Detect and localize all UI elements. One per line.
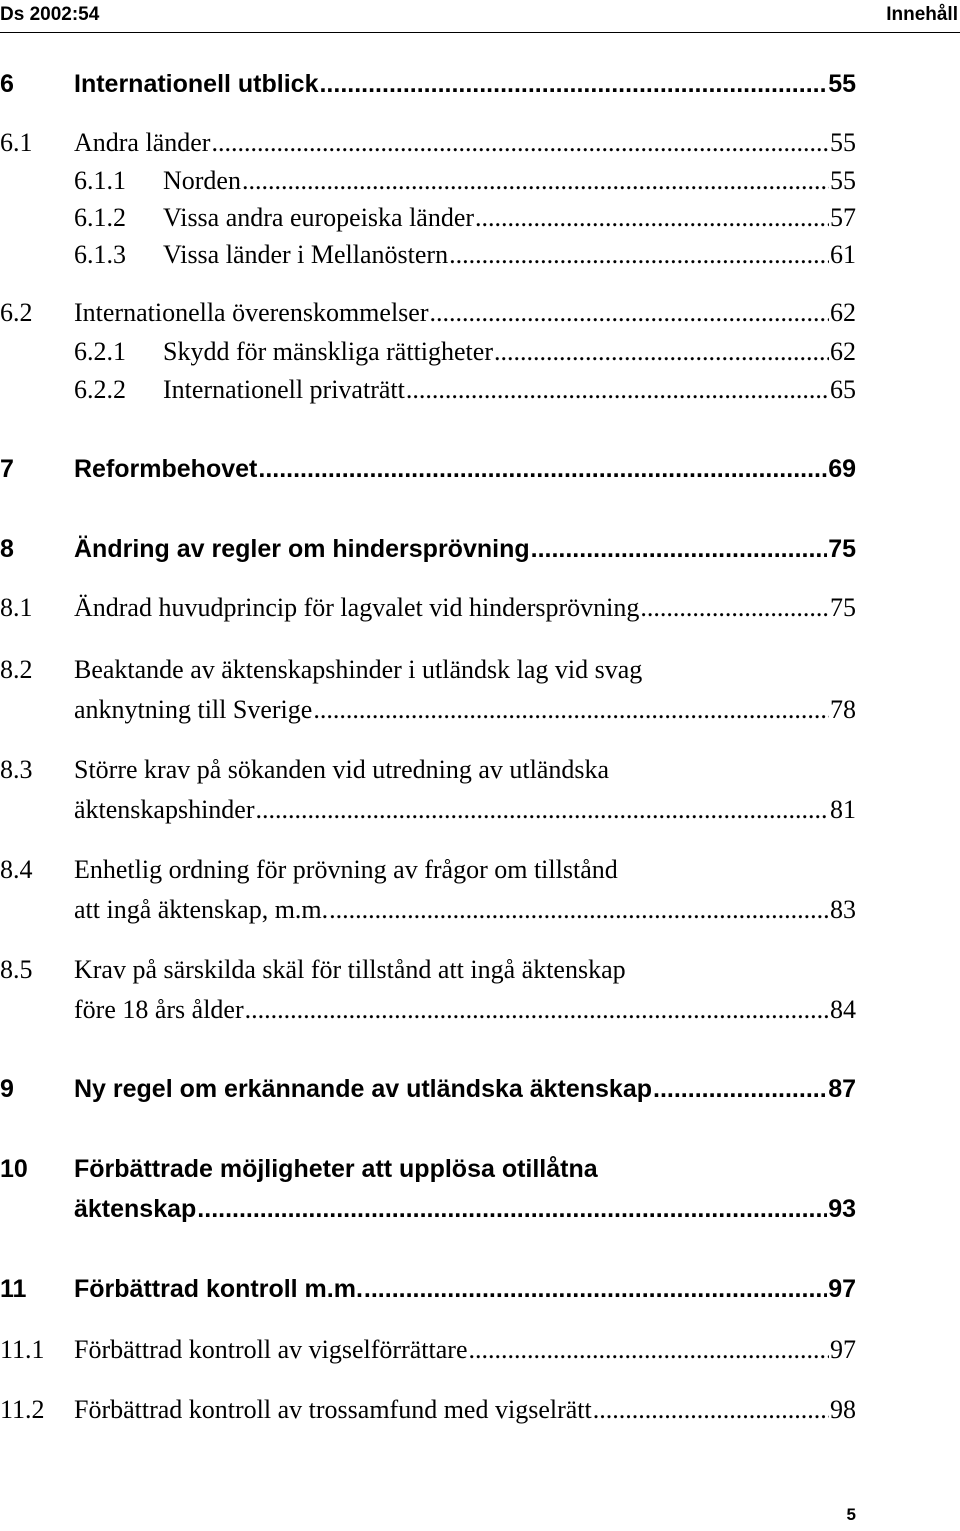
toc-leader [242, 166, 829, 196]
toc-leader [531, 535, 828, 564]
toc-leader [429, 298, 829, 328]
toc-page: 75 [828, 535, 856, 563]
toc-leader [406, 375, 829, 405]
toc-title: Skydd för mänskliga rättigheter [163, 337, 493, 366]
toc-title: Vissa länder i Mellanöstern [163, 240, 449, 269]
toc-number: 6.2 [0, 298, 33, 327]
toc-leader [653, 1075, 827, 1104]
toc-leader [329, 895, 829, 925]
toc-title: Krav på särskilda skäl för tillstånd att ingå äktenskap [74, 955, 626, 984]
toc-title: Internationell utblick [74, 70, 319, 98]
toc-number: 8 [0, 535, 14, 563]
toc-page: 75 [830, 593, 856, 622]
toc-leader [468, 1335, 829, 1365]
toc-page: 78 [830, 695, 856, 724]
toc-number: 6.1.3 [74, 240, 126, 269]
toc-title: Reformbehovet [74, 455, 258, 483]
toc-leader [494, 337, 829, 367]
toc-page: 55 [830, 128, 856, 157]
toc-title-continued: äktenskap [74, 1195, 197, 1223]
toc-page: 55 [828, 70, 856, 98]
toc-number: 11 [0, 1275, 27, 1303]
toc-number: 11.1 [0, 1335, 45, 1364]
toc-page: 55 [830, 166, 856, 195]
toc-number: 9 [0, 1075, 14, 1103]
toc-number: 7 [0, 455, 14, 483]
toc-title-continued: äktenskapshinder [74, 795, 255, 824]
toc-page: 69 [828, 455, 856, 483]
toc-title: Beaktande av äktenskapshinder i utländsk lag vid svag [74, 655, 643, 684]
toc-page: 93 [828, 1195, 856, 1223]
toc-number: 6.1.1 [74, 166, 126, 195]
toc-page: 97 [830, 1335, 856, 1364]
toc-page: 81 [830, 795, 856, 824]
toc-title-continued: före 18 års ålder [74, 995, 244, 1024]
toc-number: 8.5 [0, 955, 33, 984]
toc-title: Ändring av regler om hindersprövning [74, 535, 530, 563]
toc-leader [258, 455, 827, 484]
toc-page: 57 [830, 203, 856, 232]
running-header-right: Innehåll [886, 4, 958, 25]
toc-number: 10 [0, 1155, 28, 1183]
toc-page: 62 [830, 337, 856, 366]
toc-leader [319, 70, 827, 99]
toc-title: Enhetlig ordning för prövning av frågor om tillstånd [74, 855, 618, 884]
running-header-left: Ds 2002:54 [0, 4, 100, 25]
toc-leader [211, 128, 829, 158]
toc-title: Internationell privaträtt [163, 375, 405, 404]
toc-page: 84 [830, 995, 856, 1024]
toc-title-continued: anknytning till Sverige [74, 695, 313, 724]
toc-number: 6.2.2 [74, 375, 126, 404]
toc-leader [256, 795, 829, 825]
toc-number: 6.1 [0, 128, 33, 157]
toc-number: 8.4 [0, 855, 33, 884]
toc-leader [593, 1395, 829, 1425]
toc-title: Vissa andra europeiska länder [163, 203, 475, 232]
toc-page: 87 [828, 1075, 856, 1103]
toc-title: Internationella överenskommelser [74, 298, 429, 327]
toc-title: Ny regel om erkännande av utländska äktenskap [74, 1075, 653, 1103]
toc-leader [449, 240, 829, 270]
toc-page: 97 [828, 1275, 856, 1303]
toc-title: Andra länder [74, 128, 211, 157]
toc-page: 83 [830, 895, 856, 924]
toc-leader [475, 203, 829, 233]
toc-title: Ändrad huvudprincip för lagvalet vid hindersprövning [74, 593, 640, 622]
toc-number: 8.3 [0, 755, 33, 784]
toc-leader [245, 995, 829, 1025]
toc-number: 8.1 [0, 593, 33, 622]
toc-page: 62 [830, 298, 856, 327]
header-rule [0, 32, 960, 33]
toc-title: Större krav på sökanden vid utredning av utländska [74, 755, 610, 784]
toc-leader [313, 695, 829, 725]
toc-number: 6 [0, 70, 14, 98]
toc-title-continued: att ingå äktenskap, m.m. [74, 895, 329, 924]
toc-page: 61 [830, 240, 856, 269]
toc-leader [364, 1275, 827, 1304]
toc-title: Förbättrade möjligheter att upplösa otillåtna [74, 1155, 598, 1183]
toc-leader [640, 593, 829, 623]
page-number: 5 [846, 1505, 856, 1524]
toc-leader [197, 1195, 827, 1224]
toc-number: 11.2 [0, 1395, 45, 1424]
toc-title: Förbättrad kontroll av vigselförrättare [74, 1335, 468, 1364]
toc-title: Norden [163, 166, 241, 195]
toc-title: Förbättrad kontroll m.m. [74, 1275, 363, 1303]
toc-number: 6.1.2 [74, 203, 126, 232]
toc-number: 8.2 [0, 655, 33, 684]
toc-title: Förbättrad kontroll av trossamfund med vigselrätt [74, 1395, 592, 1424]
toc-page: 98 [830, 1395, 856, 1424]
toc-page: 65 [830, 375, 856, 404]
toc-number: 6.2.1 [74, 337, 126, 366]
